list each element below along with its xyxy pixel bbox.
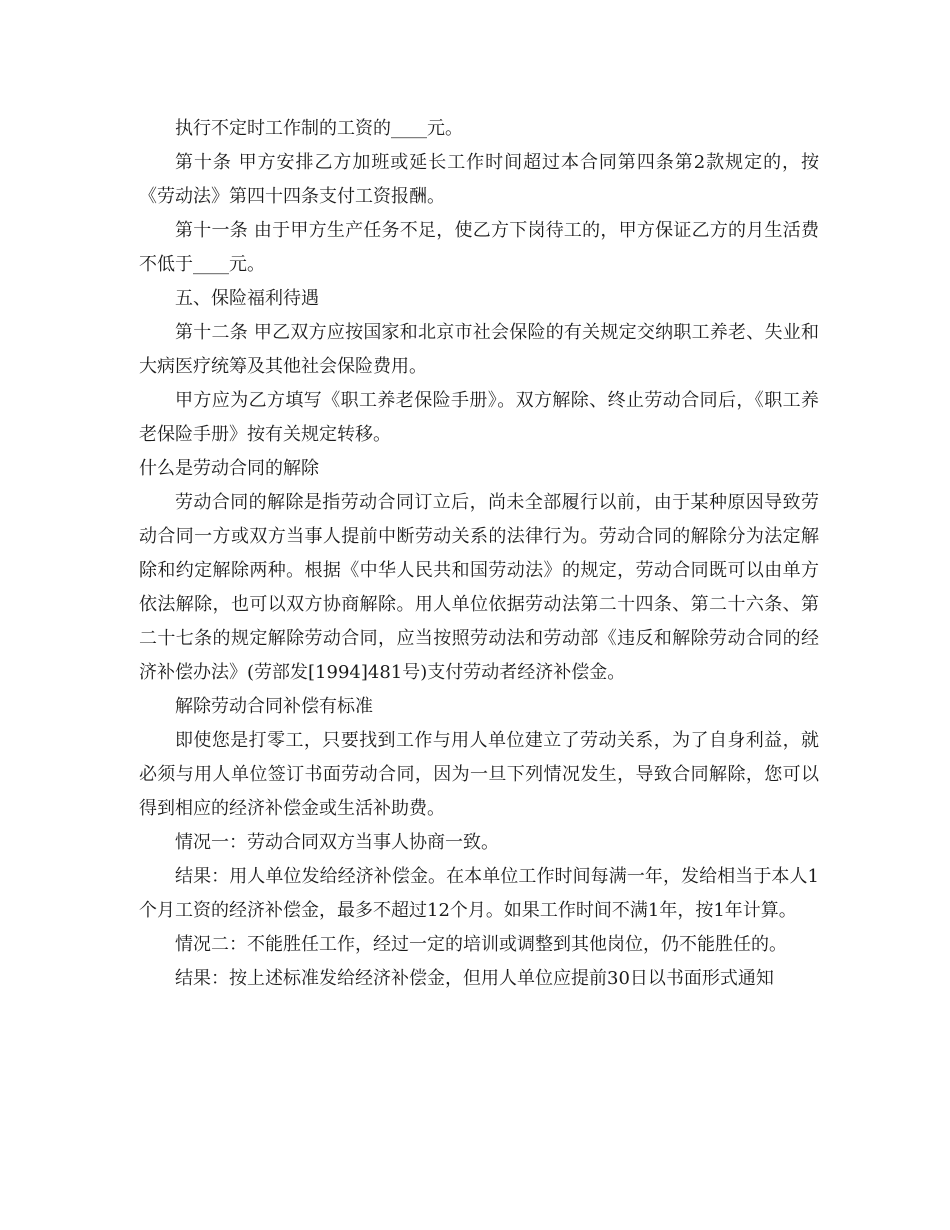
subheading-compensation-standard: 解除劳动合同补偿有标准 bbox=[175, 696, 373, 717]
paragraph-salary-irregular: 执行不定时工作制的工资的____元。 bbox=[175, 118, 463, 139]
paragraph-case-two: 情况二：不能胜任工作，经过一定的培训或调整到其他岗位，仍不能胜任的。 bbox=[175, 934, 787, 955]
paragraph-result-one: 结果：用人单位发给经济补偿金。在本单位工作时间每满一年，发给相当于本人1个月工资的经济补偿金，最多不超过12个月。如果工作时间不满1年，按1年计算。 bbox=[139, 866, 819, 921]
paragraph-article-12: 第十二条 甲乙双方应按国家和北京市社会保险的有关规定交纳职工养老、失业和大病医疗统筹及其他社会保险费用。 bbox=[139, 322, 819, 377]
paragraph-article-10: 第十条 甲方安排乙方加班或延长工作时间超过本合同第四条第2款规定的，按《劳动法》第四十四条支付工资报酬。 bbox=[139, 152, 819, 207]
paragraph-written-contract: 即使您是打零工，只要找到工作与用人单位建立了劳动关系，为了自身利益，就必须与用人单位签订书面劳动合同，因为一旦下列情况发生，导致合同解除，您可以得到相应的经济补偿金或生活补助费。 bbox=[139, 730, 819, 819]
paragraph-case-one: 情况一：劳动合同双方当事人协商一致。 bbox=[175, 832, 499, 853]
paragraph-result-two: 结果：按上述标准发给经济补偿金，但用人单位应提前30日以书面形式通知 bbox=[175, 968, 774, 989]
paragraph-article-11: 第十一条 由于甲方生产任务不足，使乙方下岗待工的，甲方保证乙方的月生活费不低于____元。 bbox=[139, 220, 819, 275]
heading-contract-termination: 什么是劳动合同的解除 bbox=[139, 458, 319, 479]
paragraph-termination-definition: 劳动合同的解除是指劳动合同订立后，尚未全部履行以前，由于某种原因导致劳动合同一方或双方当事人提前中断劳动关系的法律行为。劳动合同的解除分为法定解除和约定解除两种。根据《中华人民共和国劳动法》的规定，劳动合同既可以由单方依法解除，也可以双方协商解除。用人单位依据劳动法第二十四条、第二十六条、第二十七条的规定解除劳动合同，应当按照劳动法和劳动部《违反和解除劳动合同的经济补偿办法》(劳部发[1994]481号)支付劳动者经济补偿金。 bbox=[139, 492, 819, 683]
document-body bbox=[139, 112, 819, 996]
section-heading-insurance: 五、保险福利待遇 bbox=[175, 288, 319, 309]
paragraph-pension-handbook: 甲方应为乙方填写《职工养老保险手册》。双方解除、终止劳动合同后，《职工养老保险手册》按有关规定转移。 bbox=[139, 390, 819, 445]
